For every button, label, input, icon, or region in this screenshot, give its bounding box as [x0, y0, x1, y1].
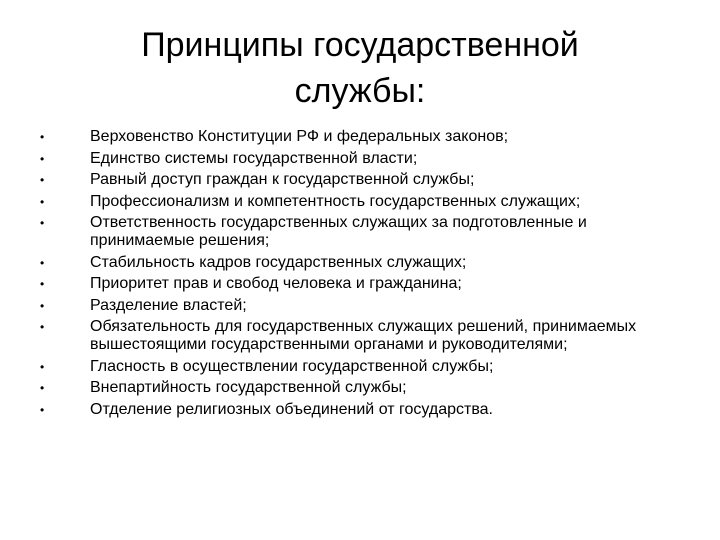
- list-item: [36, 128, 676, 146]
- list-item: [36, 297, 676, 315]
- slide-title-line-1: Принципы государственной: [141, 26, 579, 64]
- list-item-text: Гласность в осуществлении государственной службы;: [90, 357, 494, 375]
- bullet-icon: •: [40, 130, 45, 144]
- list-item-text: Внепартийность государственной службы;: [90, 379, 407, 396]
- list-item: [36, 379, 676, 397]
- slide-title: [60, 22, 660, 114]
- slide-title-line-2: службы:: [294, 72, 426, 110]
- bullet-icon: •: [40, 277, 45, 291]
- bullet-icon: •: [40, 402, 45, 417]
- bullet-icon: •: [40, 194, 45, 209]
- list-item-text: Верховенство Конституции РФ и федеральных законов;: [90, 128, 509, 145]
- list-item-text: Обязательность для государственных служащих решений, принимаемых вышестоящими государственными органами и руководителями;: [90, 318, 637, 353]
- list-item-text: Отделение религиозных объединений от государства.: [90, 400, 493, 418]
- bullet-icon: •: [40, 216, 45, 230]
- bullet-icon: •: [40, 173, 45, 187]
- list-item-text: Ответственность государственных служащих за подготовленные и принимаемые решения;: [90, 214, 587, 249]
- list-item: [36, 150, 676, 168]
- bullet-icon: •: [40, 151, 45, 166]
- list-item: [36, 254, 676, 272]
- bullet-icon: •: [40, 255, 45, 270]
- bullet-icon: •: [40, 320, 45, 334]
- list-item: [36, 171, 676, 189]
- bullet-icon: •: [40, 298, 45, 313]
- bullet-icon: •: [40, 381, 45, 395]
- list-item-text: Единство системы государственной власти;: [90, 149, 418, 167]
- list-item-text: Разделение властей;: [90, 296, 247, 314]
- list-item: [36, 214, 676, 250]
- list-item: [36, 318, 676, 354]
- bullet-icon: •: [40, 359, 45, 374]
- list-item: [36, 275, 676, 293]
- list-item-text: Стабильность кадров государственных служащих;: [90, 253, 467, 271]
- list-item-text: Приоритет прав и свобод человека и гражданина;: [90, 275, 462, 292]
- principles-list: [36, 128, 676, 422]
- list-item: [36, 401, 676, 419]
- list-item-text: Профессионализм и компетентность государственных служащих;: [90, 192, 581, 210]
- list-item: [36, 358, 676, 376]
- list-item-text: Равный доступ граждан к государственной службы;: [90, 171, 475, 188]
- list-item: [36, 193, 676, 211]
